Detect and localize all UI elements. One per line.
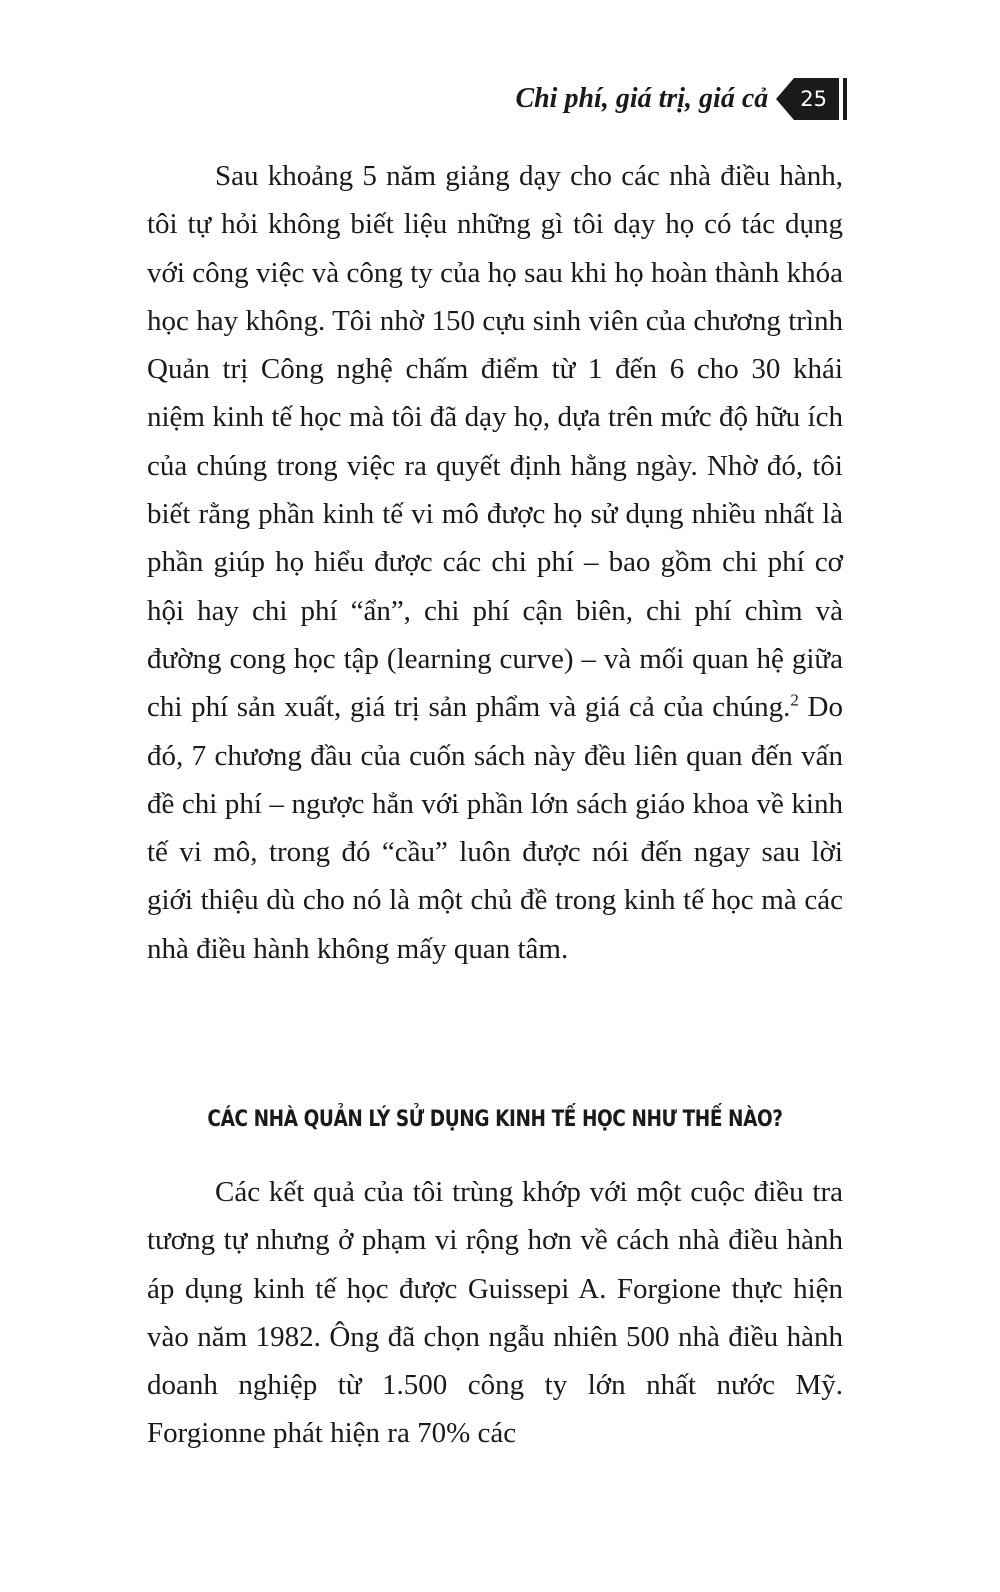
- chapter-running-title: Chi phí, giá trị, giá cả: [515, 83, 769, 114]
- paragraph-1-text: Sau khoảng 5 năm giảng dạy cho các nhà điều hành, tôi tự hỏi không biết liệu những gì tôi dạy họ có tác dụng với công việc và công ty của họ sau khi họ hoàn thành khóa học hay không. Tôi nhờ 150 cựu sinh viên của chương trình Quản trị Công nghệ chấm điểm từ 1 đến 6 cho 30 khái niệm kinh tế học mà tôi đã dạy họ, dựa trên mức độ hữu ích của chúng trong việc ra quyết định hằng ngày. Nhờ đó, tôi biết rằng phần kinh tế vi mô được họ sử dụng nhiều nhất là phần giúp họ hiểu được các chi phí – bao gồm chi phí cơ hội hay chi phí “ẩn”, chi phí cận biên, chi phí chìm và đường cong học tập (learning curve) – và mối quan hệ giữa chi phí sản xuất, giá trị sản phẩm và giá cả của chúng.: [147, 160, 843, 724]
- page-tab-arrow-shape: [776, 78, 794, 120]
- body-paragraph-1: [147, 152, 843, 973]
- footnote-marker[interactable]: 2: [790, 690, 799, 710]
- body-paragraph-2: Các kết quả của tôi trùng khớp với một cuộc điều tra tương tự nhưng ở phạm vi rộng hơn về cách nhà điều hành áp dụng kinh tế học được Guissepi A. Forgione thực hiện vào năm 1982. Ông đã chọn ngẫu nhiên 500 nhà điều hành doanh nghiệp từ 1.500 công ty lớn nhất nước Mỹ. Forgionne phát hiện ra 70% các: [147, 1176, 843, 1450]
- page-number: 25: [794, 78, 839, 120]
- running-header: [515, 78, 847, 120]
- section-heading: CÁC NHÀ QUẢN LÝ SỬ DỤNG KINH TẾ HỌC NHƯ THẾ NÀO?: [207, 1107, 783, 1132]
- paragraph-1-continuation: Do đó, 7 chương đầu của cuốn sách này đều liên quan đến vấn đề chi phí – ngược hẳn với phần lớn sách giáo khoa về kinh tế vi mô, trong đó “cầu” luôn được nói đến ngay sau lời giới thiệu dù cho nó là một chủ đề trong kinh tế học mà các nhà điều hành không mấy quan tâm.: [147, 691, 843, 965]
- page-number-tab: [776, 78, 839, 120]
- page-edge-bar: [843, 78, 847, 120]
